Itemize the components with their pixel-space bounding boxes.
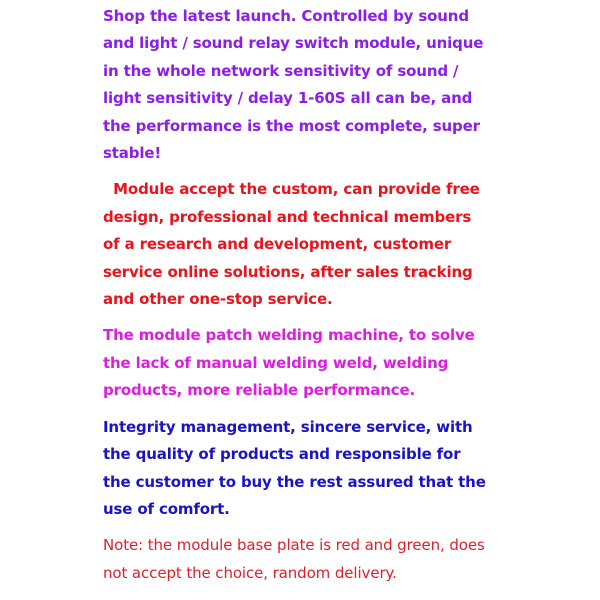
launch-paragraph — [103, 3, 583, 167]
text-line: stable! — [103, 144, 162, 163]
text-line: service online solutions, after sales tracking — [103, 262, 473, 281]
text-line: the quality of products and responsible for — [103, 445, 461, 464]
text-line: not accept the choice, random delivery. — [103, 563, 397, 582]
text-line: products, more reliable performance. — [103, 381, 416, 400]
integrity-paragraph — [103, 414, 583, 524]
product-description — [103, 3, 583, 587]
custom-service-paragraph — [103, 176, 583, 313]
text-line: of a research and development, customer — [103, 235, 452, 254]
welding-paragraph — [103, 322, 583, 404]
text-line: light sensitivity / delay 1-60S all can be, and — [103, 89, 473, 108]
note-paragraph — [103, 532, 583, 587]
text-line: in the whole network sensitivity of sound / — [103, 61, 459, 80]
text-line: the customer to buy the rest assured that the — [103, 472, 486, 491]
text-line: design, professional and technical members — [103, 207, 472, 226]
text-line: Note: the module base plate is red and green, does — [103, 536, 485, 555]
text-line: Integrity management, sincere service, with — [103, 417, 473, 436]
text-line: the performance is the most complete, super — [103, 116, 480, 135]
text-line: use of comfort. — [103, 499, 230, 518]
text-line: the lack of manual welding weld, welding — [103, 353, 449, 372]
text-line: Module accept the custom, can provide free — [103, 180, 480, 199]
text-line: Shop the latest launch. Controlled by sound — [103, 7, 469, 25]
text-line: and other one-stop service. — [103, 290, 333, 309]
text-line: The module patch welding machine, to solve — [103, 326, 475, 345]
text-line: and light / sound relay switch module, unique — [103, 34, 484, 53]
